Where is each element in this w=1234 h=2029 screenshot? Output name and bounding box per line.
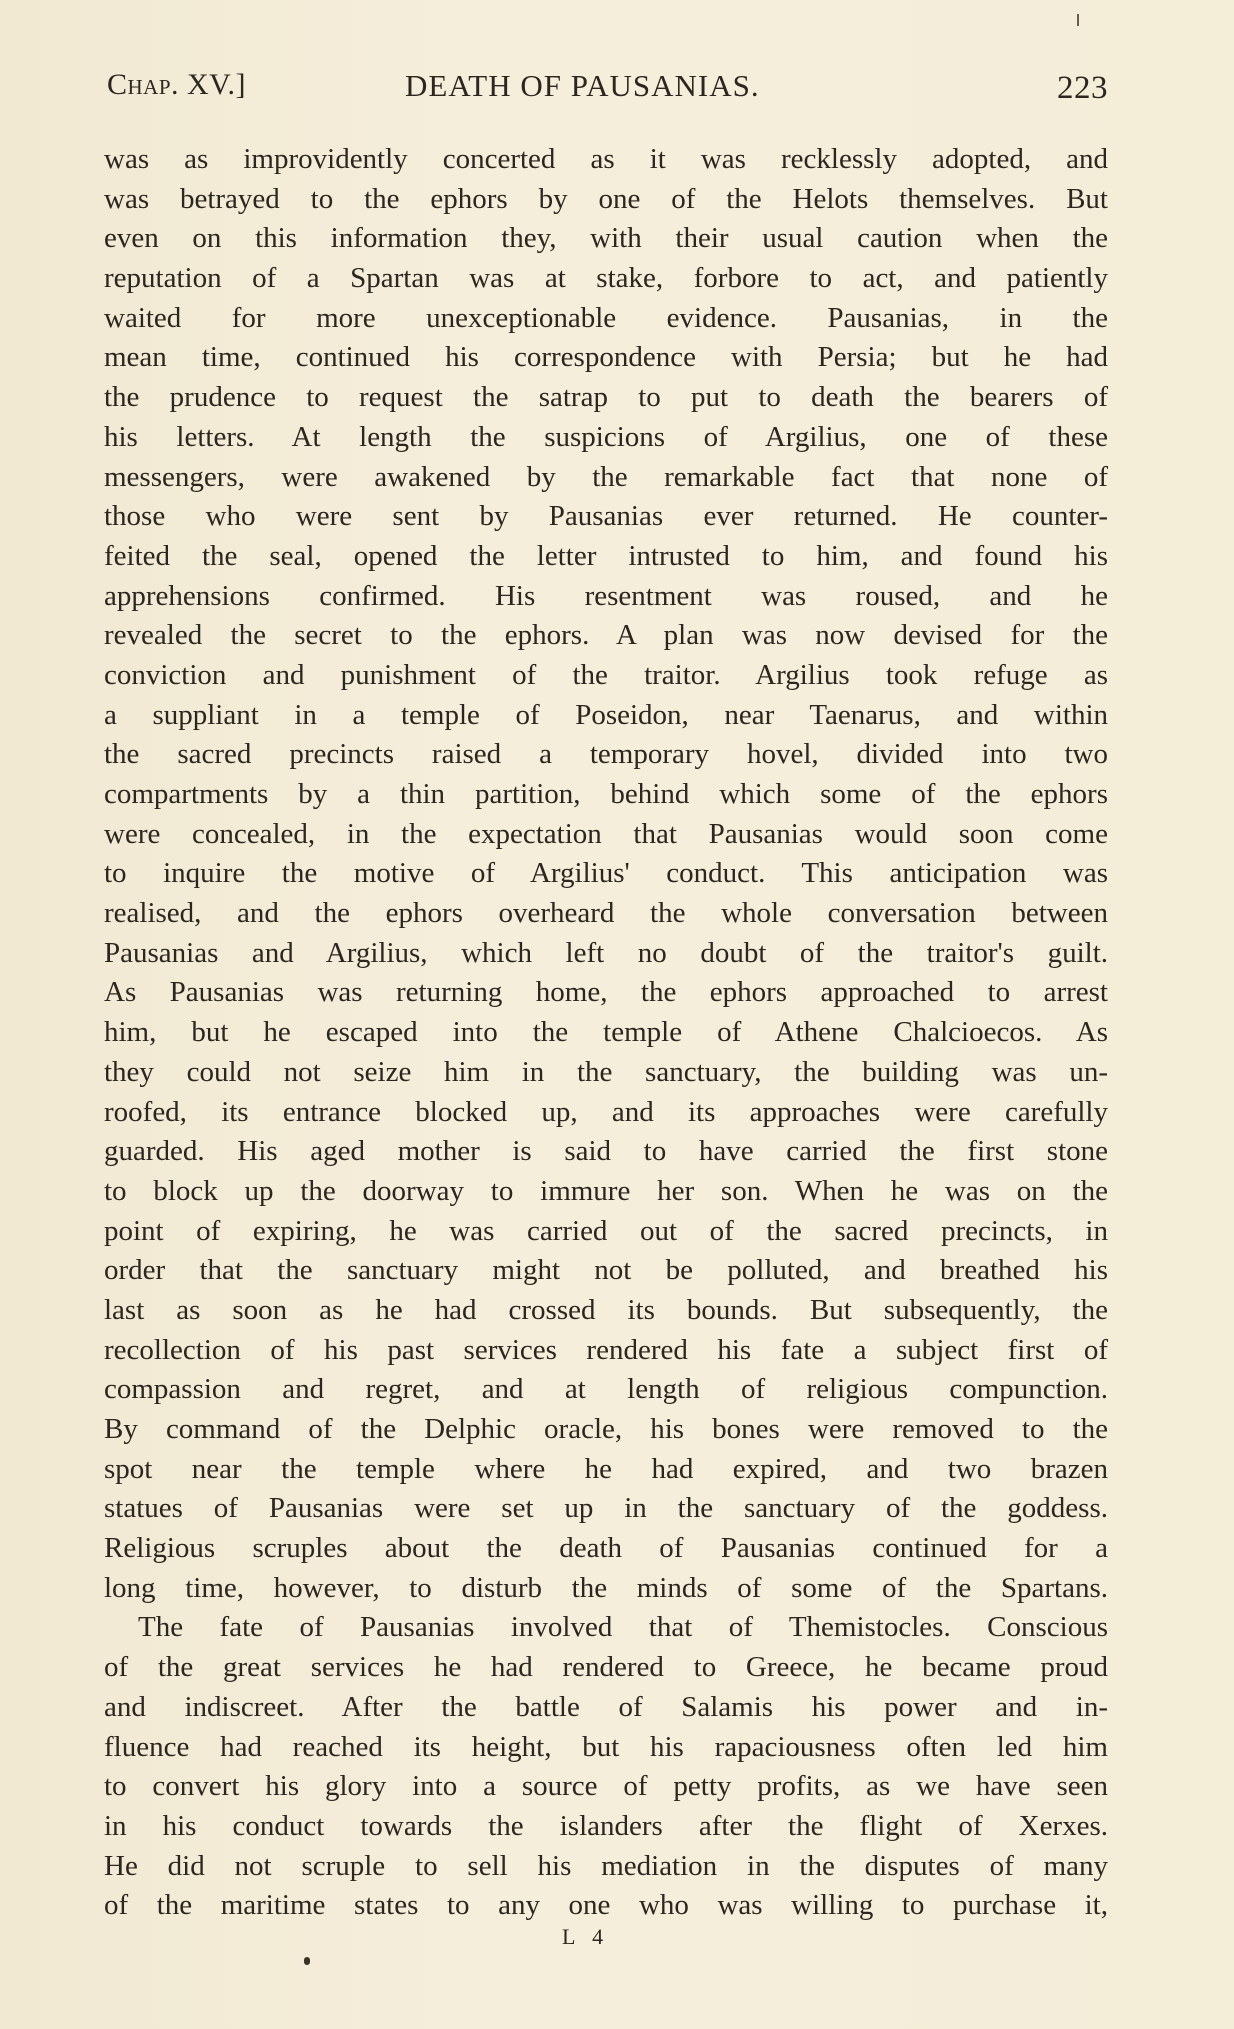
text-line: As Pausanias was returning home, the ephors approached to arrest [104,976,1108,1009]
signature-mark: L 4 [562,1924,610,1949]
text-line: even on this information they, with their usual caution when the [104,222,1108,255]
text-line: waited for more unexceptionable evidence. Pausanias, in the [104,301,1108,334]
text-line: was as improvidently concerted as it was recklessly adopted, and [104,143,1108,175]
text-line: last as soon as he had crossed its bounds. But subsequently, the [104,1293,1108,1326]
text-line: those who were sent by Pausanias ever returned. He counter- [104,500,1108,533]
page-number: 223 [1057,70,1108,106]
text-line: Religious scruples about the death of Pausanias continued for a [104,1532,1108,1565]
text-line: roofed, its entrance blocked up, and its approaches were carefully [104,1095,1108,1128]
text-line: statues of Pausanias were set up in the sanctuary of the goddess. [104,1492,1108,1525]
text-line: to block up the doorway to immure her son. When he was on the [104,1174,1108,1207]
text-line: and indiscreet. After the battle of Salamis his power and in- [104,1690,1108,1723]
text-line: By command of the Delphic oracle, his bones were removed to the [104,1413,1108,1445]
text-line: a suppliant in a temple of Poseidon, near Taenarus, and within [104,698,1108,731]
ink-speck [304,1957,310,1965]
text-line: apprehensions confirmed. His resentment was roused, and he [104,579,1108,612]
text-line: feited the seal, opened the letter intrusted to him, and found his [104,539,1108,572]
page-title: DEATH OF PAUSANIAS. [405,68,760,103]
text-line: fluence had reached its height, but his rapaciousness often led him [104,1730,1108,1763]
text-line: conviction and punishment of the traitor. Argilius took refuge as [104,658,1108,691]
text-line: in his conduct towards the islanders after the flight of Xerxes. [104,1809,1108,1842]
text-line: of the maritime states to any one who was willing to purchase it, [104,1889,1108,1922]
body-text [104,140,1108,1926]
text-line: point of expiring, he was carried out of the sacred precincts, in [104,1214,1108,1247]
text-line: him, but he escaped into the temple of Athene Chalcioecos. As [104,1016,1108,1049]
text-line: compartments by a thin partition, behind which some of the ephors [104,778,1108,810]
text-line: to inquire the motive of Argilius' conduct. This anticipation was [104,857,1108,890]
text-line: were concealed, in the expectation that Pausanias would soon come [104,817,1108,850]
text-line: they could not seize him in the sanctuary, the building was un- [104,1055,1108,1088]
text-line: spot near the temple where he had expired, and two brazen [104,1452,1108,1485]
text-line: realised, and the ephors overheard the whole conversation between [104,897,1108,930]
text-line: The fate of Pausanias involved that of Themistocles. Conscious [138,1611,1108,1644]
chapter-label: Chap. XV.] [107,68,246,101]
text-line: the sacred precincts raised a temporary hovel, divided into two [104,738,1108,771]
text-line: guarded. His aged mother is said to have carried the first stone [104,1135,1108,1168]
text-line: reputation of a Spartan was at stake, forbore to act, and patiently [104,262,1108,295]
text-line: He did not scruple to sell his mediation in the disputes of many [104,1849,1108,1882]
text-line: long time, however, to disturb the minds of some of the Spartans. [104,1571,1108,1604]
text-line: of the great services he had rendered to Greece, he became proud [104,1651,1108,1684]
running-header [107,68,1108,108]
text-line: to convert his glory into a source of petty profits, as we have seen [104,1770,1108,1803]
text-line: the prudence to request the satrap to put to death the bearers of [104,381,1108,414]
text-line: recollection of his past services rendered his fate a subject first of [104,1333,1108,1366]
text-line: Pausanias and Argilius, which left no doubt of the traitor's guilt. [104,936,1108,969]
text-line: messengers, were awakened by the remarkable fact that none of [104,460,1108,493]
text-line: revealed the secret to the ephors. A plan was now devised for the [104,619,1108,652]
text-line: order that the sanctuary might not be polluted, and breathed his [104,1254,1108,1287]
text-line: his letters. At length the suspicions of Argilius, one of these [104,420,1108,453]
text-line: mean time, continued his correspondence with Persia; but he had [104,341,1108,374]
margin-mark [1077,14,1079,26]
text-line: compassion and regret, and at length of religious compunction. [104,1373,1108,1406]
text-line: was betrayed to the ephors by one of the Helots themselves. But [104,182,1108,215]
